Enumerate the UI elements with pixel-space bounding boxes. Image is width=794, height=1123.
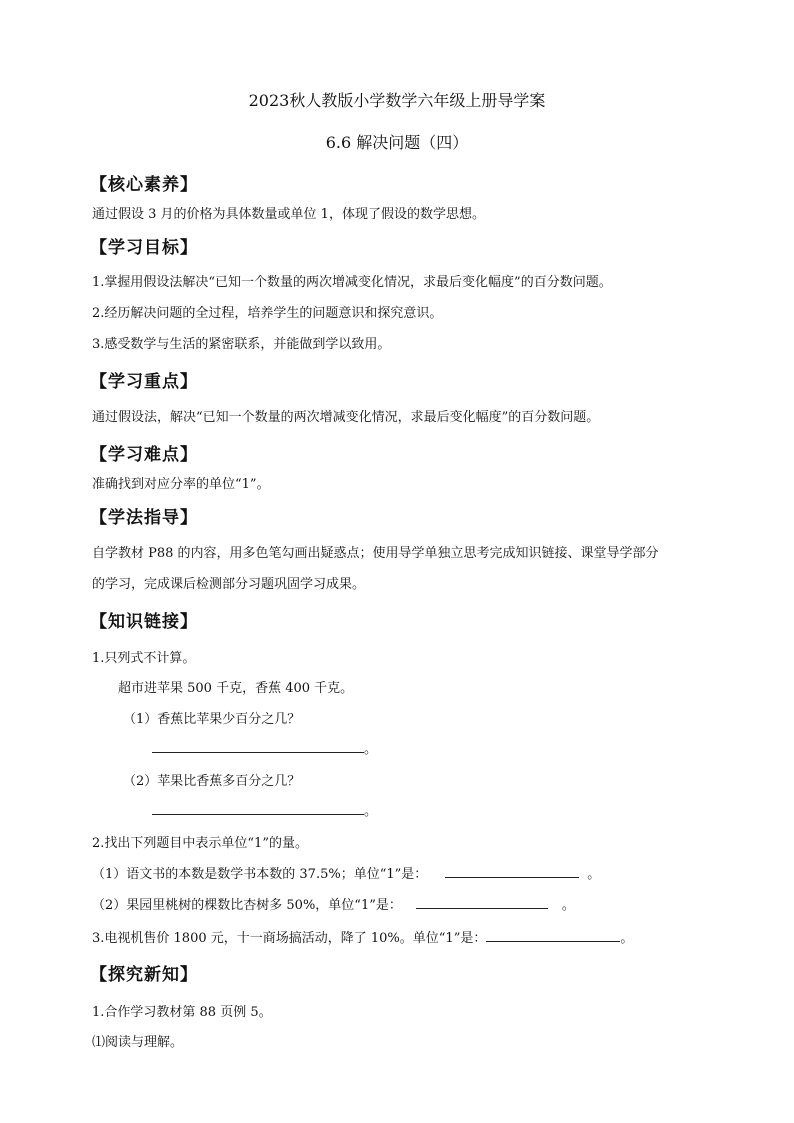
difficulty-text: 准确找到对应分率的单位“1”。 <box>92 477 270 492</box>
question-1: 1.只列式不计算。 <box>92 651 196 666</box>
question-3: 3.电视机售价 1800 元，十一商场搞活动，降了 10%。单位“1”是： 。 <box>92 927 633 946</box>
answer-blank[interactable] <box>152 800 364 815</box>
study-method-line-2: 的学习，完成课后检测部分习题巩固学习成果。 <box>92 577 366 592</box>
answer-line-1-2: 。 <box>152 800 377 819</box>
explore-question-1: 1.合作学习教材第 88 页例 5。 <box>92 1005 272 1020</box>
key-points-text: 通过假设法，解决“已知一个数量的两次增减变化情况，求最后变化幅度”的百分数问题。 <box>92 410 600 425</box>
answer-blank[interactable] <box>486 927 620 942</box>
heading-core-literacy: 【核心素养】 <box>90 175 198 195</box>
core-literacy-text: 通过假设 3 月的价格为具体数量或单位 1，体现了假设的数学思想。 <box>92 207 485 222</box>
goal-item-3: 3.感受数学与生活的紧密联系，并能做到学以致用。 <box>92 337 391 352</box>
answer-blank[interactable] <box>152 738 364 753</box>
document-title: 2023秋人教版小学数学六年级上册导学案 <box>248 91 546 110</box>
question-2: 2.找出下列题目中表示单位“1”的量。 <box>92 836 308 851</box>
question-2-part-1: （1）语文书的本数是数学书本数的 37.5%；单位“1”是： 。 <box>92 863 600 882</box>
question-1-stem: 超市进苹果 500 千克，香蕉 400 千克。 <box>118 681 354 696</box>
goal-item-1: 1.掌握用假设法解决“已知一个数量的两次增减变化情况，求最后变化幅度”的百分数问题。 <box>92 275 612 290</box>
heading-explore: 【探究新知】 <box>90 965 198 985</box>
question-2-part-2: （2）果园里桃树的棵数比杏树多 50%，单位“1”是： 。 <box>92 894 575 913</box>
heading-key-points: 【学习重点】 <box>90 372 198 392</box>
lesson-title: 6.6 解决问题（四） <box>325 133 469 152</box>
question-1-part-2: （2）苹果比香蕉多百分之几？ <box>123 774 301 789</box>
explore-question-1-part-1: ⑴阅读与理解。 <box>92 1035 184 1050</box>
study-method-line-1: 自学教材 P88 的内容，用多色笔勾画出疑惑点；使用导学单独立思考完成知识链接、课堂导学部分 <box>92 546 659 561</box>
answer-blank[interactable] <box>416 894 548 909</box>
heading-study-method: 【学法指导】 <box>90 508 198 528</box>
heading-knowledge-links: 【知识链接】 <box>90 612 198 632</box>
answer-line-1-1: 。 <box>152 738 377 757</box>
heading-difficulty: 【学习难点】 <box>90 445 198 465</box>
question-1-part-1: （1）香蕉比苹果少百分之几？ <box>123 712 301 727</box>
answer-blank[interactable] <box>445 863 579 878</box>
goal-item-2: 2.经历解决问题的全过程，培养学生的问题意识和探究意识。 <box>92 306 443 321</box>
heading-learning-goals: 【学习目标】 <box>90 238 198 258</box>
